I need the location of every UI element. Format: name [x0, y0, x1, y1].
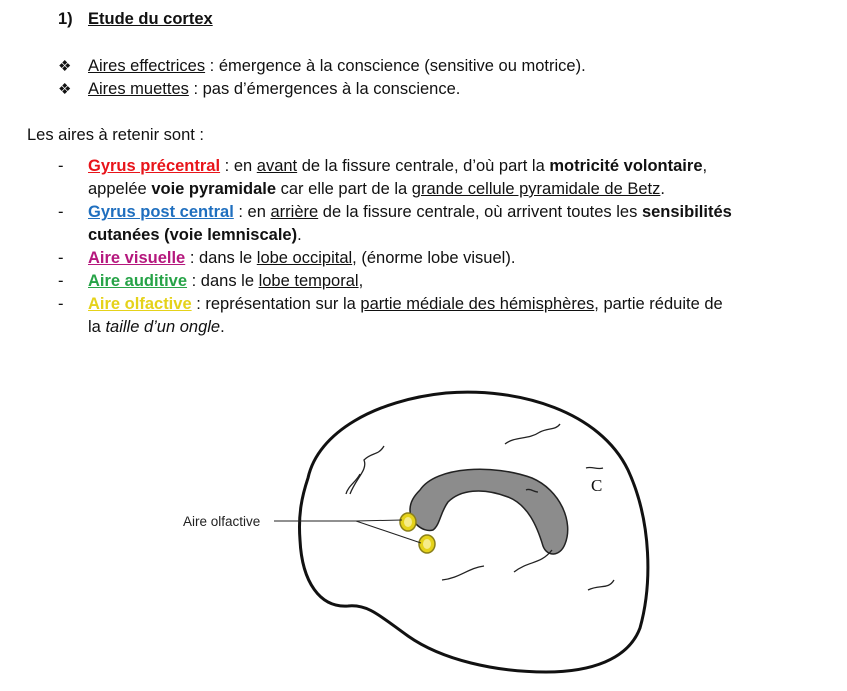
section-title: Etude du cortex: [88, 10, 213, 28]
dash-marker: -: [58, 249, 64, 267]
dash-marker: -: [58, 295, 64, 313]
dash-marker: -: [58, 203, 64, 221]
item-aire-auditive: Aire auditive : dans le lobe temporal,: [88, 272, 364, 290]
item-term: Aire olfactive: [88, 295, 192, 313]
item-term: Aire auditive: [88, 272, 188, 290]
olfactive-spot-inner-lower: [423, 539, 431, 549]
bullet-text: : pas d’émergences à la conscience.: [188, 80, 461, 98]
bullet-term: Aires muettes: [88, 80, 189, 98]
diamond-bullet-icon: ❖: [58, 81, 72, 98]
item-term: Aire visuelle: [88, 249, 186, 267]
item-aire-visuelle: Aire visuelle : dans le lobe occipital, (énorme lobe visuel).: [88, 249, 516, 267]
dash-marker: -: [58, 272, 64, 290]
item-gyrus-precentral-cont: appelée voie pyramidale car elle part de la grande cellule pyramidale de Betz.: [88, 180, 665, 198]
item-aire-olfactive-cont: la taille d’un ongle.: [88, 318, 225, 336]
item-gyrus-postcentral-cont: cutanées (voie lemniscale).: [88, 226, 302, 244]
dash-marker: -: [58, 157, 64, 175]
item-aire-olfactive: Aire olfactive : représentation sur la partie médiale des hémisphères, partie réduite de: [88, 295, 723, 313]
olfactive-spot-inner-upper: [404, 517, 412, 527]
hemisphere-outline: [299, 392, 647, 672]
figure-label-aire-olfactive: Aire olfactive: [183, 514, 261, 529]
label-leader-lines: [274, 520, 421, 543]
figure-letter-c: C: [591, 476, 603, 495]
item-term: Gyrus précentral: [88, 157, 221, 175]
bullet-term: Aires effectrices: [88, 57, 206, 75]
item-gyrus-postcentral: Gyrus post central : en arrière de la fissure centrale, où arrivent toutes les sensibilités: [88, 203, 732, 221]
diamond-bullet-icon: ❖: [58, 58, 72, 75]
item-gyrus-precentral: Gyrus précentral : en avant de la fissure centrale, d’où part la motricité volontaire,: [88, 157, 708, 175]
section-number: 1): [58, 10, 73, 28]
bullet-text: : émergence à la conscience (sensitive ou motrice).: [205, 57, 586, 75]
intro-text: Les aires à retenir sont :: [27, 126, 205, 144]
sulci-lines: [346, 424, 614, 590]
item-term: Gyrus post central: [88, 203, 234, 221]
